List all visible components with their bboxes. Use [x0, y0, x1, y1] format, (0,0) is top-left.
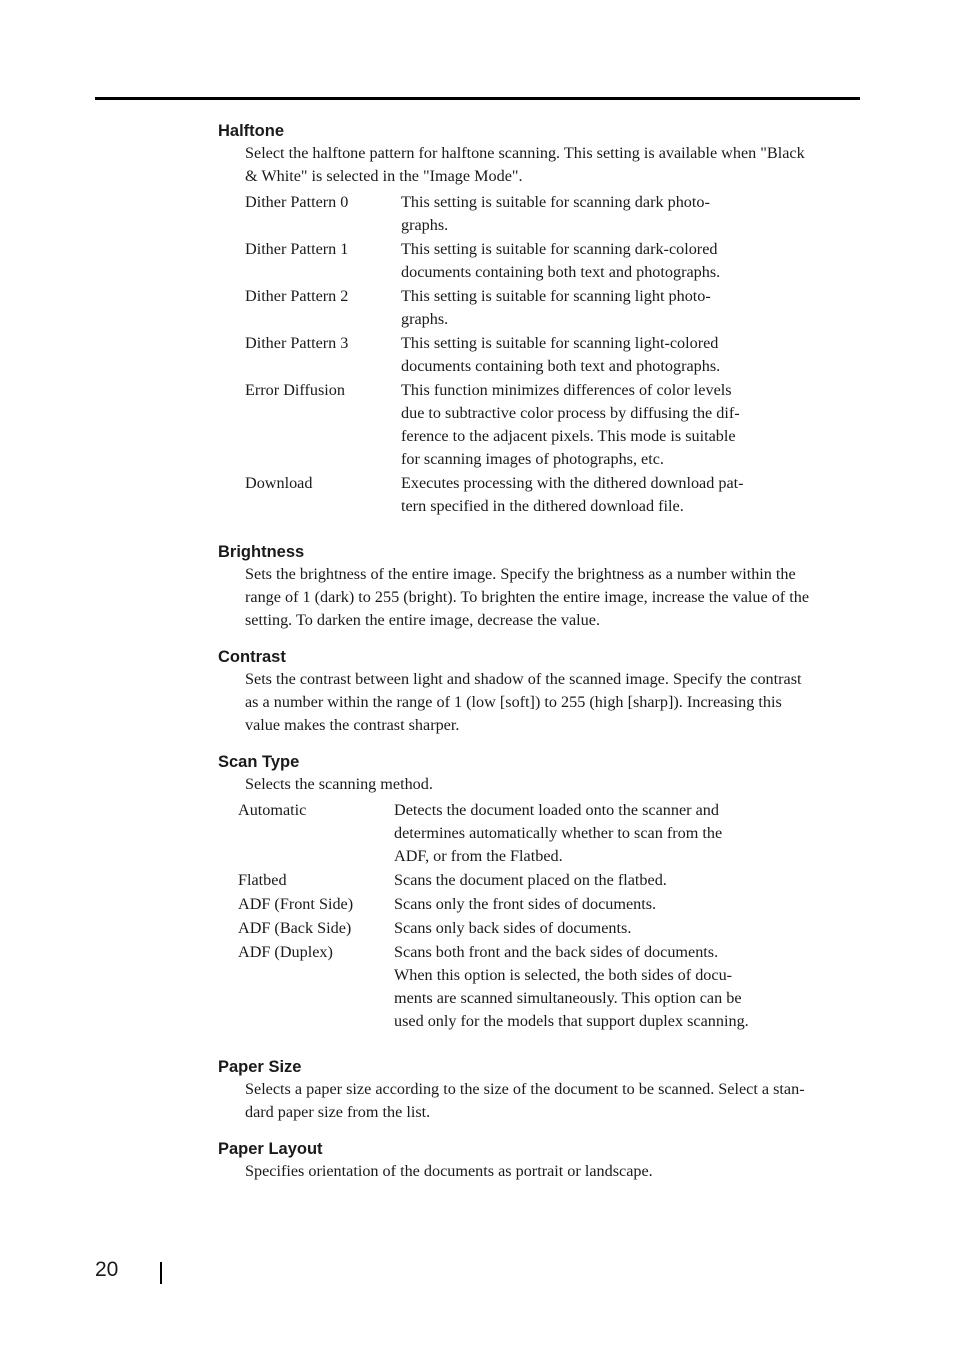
paper-layout-description: Specifies orientation of the documents as portrait or landscape. [245, 1162, 653, 1180]
section-title-paper-layout: Paper Layout [218, 1140, 323, 1158]
option-definition: This function minimizes differences of color levels due to subtractive color process by diffusing the dif- ference to the adjacent pixels. This mode is suitable for scanning images of photographs, etc. [401, 381, 740, 468]
brightness-description: Sets the brightness of the entire image. Specify the brightness as a number within the range of 1 (dark) to 255 (bright). To brighten the entire image, increase the value of the setting. To darken the entire image, decrease the value. [245, 565, 810, 629]
page-number: 20 [95, 1258, 119, 1281]
option-definition: Scans the document placed on the flatbed. [394, 871, 667, 889]
section-title-scan-type: Scan Type [218, 753, 300, 771]
option-row [245, 332, 858, 378]
option-row [245, 285, 858, 331]
option-term: Dither Pattern 3 [245, 334, 349, 352]
section-title-brightness: Brightness [218, 543, 305, 561]
option-term: ADF (Back Side) [238, 919, 352, 937]
option-definition: Detects the document loaded onto the scanner and determines automatically whether to scan from the ADF, or from the Flatbed. [394, 801, 723, 865]
option-row [238, 917, 858, 940]
option-term: Flatbed [238, 871, 287, 889]
option-row [238, 893, 858, 916]
option-term: ADF (Duplex) [238, 943, 333, 961]
contrast-description: Sets the contrast between light and shadow of the scanned image. Specify the contrast as a number within the range of 1 (low [soft]) to 255 (high [sharp]). Increasing this value makes the contrast sharper. [245, 670, 802, 734]
option-row [245, 238, 858, 284]
option-term: Automatic [238, 801, 307, 819]
option-definition: Executes processing with the dithered download pat- tern specified in the dithered download file. [401, 474, 744, 515]
option-definition: This setting is suitable for scanning dark-colored documents containing both text and photographs. [401, 240, 721, 281]
option-row [245, 379, 858, 471]
option-definition: Scans both front and the back sides of documents. When this option is selected, the both sides of docu- ments are scanned simultaneously. This option can be used only for the models that support duplex scanning. [394, 943, 749, 1030]
scan-type-description: Selects the scanning method. [245, 775, 433, 793]
paper-size-description: Selects a paper size according to the size of the document to be scanned. Select a stan- dard paper size from the list. [245, 1080, 805, 1121]
option-term: Download [245, 474, 313, 492]
page-content [218, 120, 858, 1183]
option-term: Dither Pattern 2 [245, 287, 349, 305]
option-row [245, 191, 858, 237]
option-term: ADF (Front Side) [238, 895, 354, 913]
option-definition: This setting is suitable for scanning light photo- graphs. [401, 287, 711, 328]
option-term: Dither Pattern 0 [245, 193, 349, 211]
option-term: Error Diffusion [245, 381, 345, 399]
halftone-description: Select the halftone pattern for halftone scanning. This setting is available when "Black & White" is selected in the "Image Mode". [245, 144, 805, 185]
option-definition: Scans only back sides of documents. [394, 919, 632, 937]
option-row [238, 799, 858, 868]
option-definition: Scans only the front sides of documents. [394, 895, 657, 913]
section-title-halftone: Halftone [218, 122, 284, 140]
scan-type-options [238, 799, 858, 1033]
option-row [238, 869, 858, 892]
top-rule [95, 97, 860, 100]
halftone-options [245, 191, 858, 518]
option-row [238, 941, 858, 1033]
page-number-divider [160, 1262, 162, 1284]
section-title-paper-size: Paper Size [218, 1058, 302, 1076]
option-row [245, 472, 858, 518]
option-term: Dither Pattern 1 [245, 240, 349, 258]
section-title-contrast: Contrast [218, 648, 286, 666]
option-definition: This setting is suitable for scanning dark photo- graphs. [401, 193, 710, 234]
option-definition: This setting is suitable for scanning light-colored documents containing both text and photographs. [401, 334, 721, 375]
